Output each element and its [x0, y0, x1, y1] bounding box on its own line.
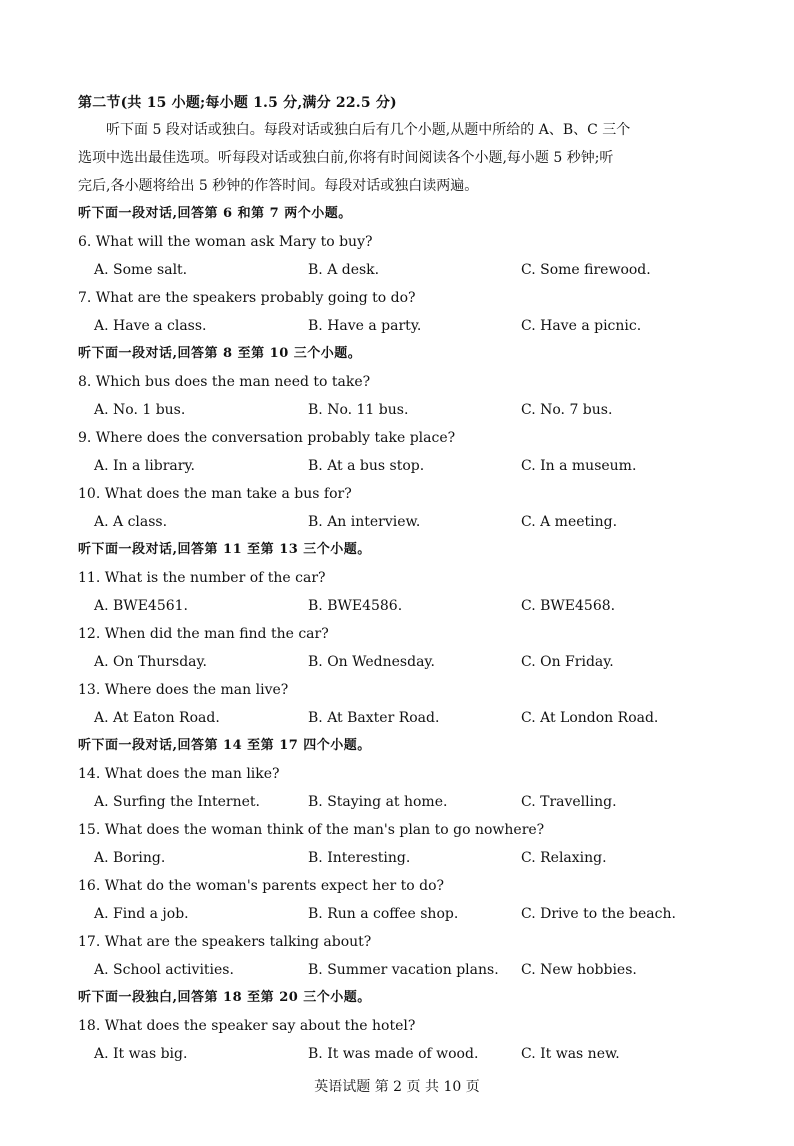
- question-list: [78, 200, 718, 1068]
- question-text: 9. Where does the conversation probably take place?: [78, 430, 456, 446]
- option-c: C. Have a picnic.: [521, 318, 642, 334]
- option-c: C. Travelling.: [521, 794, 617, 810]
- question-text: 6. What will the woman ask Mary to buy?: [78, 234, 373, 250]
- option-a: A. School activities.: [94, 962, 234, 978]
- instructions-line-1: 听下面 5 段对话或独白。每段对话或独白后有几个小题,从题中所给的 A、B、C 三个: [106, 122, 631, 138]
- option-b: B. Interesting.: [308, 850, 411, 866]
- option-a: A. Have a class.: [94, 318, 207, 334]
- option-c: C. New hobbies.: [521, 962, 637, 978]
- option-row: [78, 508, 718, 536]
- option-c: C. It was new.: [521, 1046, 620, 1062]
- option-c: C. In a museum.: [521, 458, 637, 474]
- instructions-line-2: 选项中选出最佳选项。听每段对话或独白前,你将有时间阅读各个小题,每小题 5 秒钟;听: [78, 150, 614, 166]
- group-header: 听下面一段独白,回答第 18 至第 20 三个小题。: [78, 990, 371, 1005]
- option-b: B. At a bus stop.: [308, 458, 425, 474]
- option-b: B. No. 11 bus.: [308, 402, 409, 418]
- option-c: C. At London Road.: [521, 710, 659, 726]
- question-text: 11. What is the number of the car?: [78, 570, 326, 586]
- instructions: [78, 116, 718, 200]
- option-b: B. A desk.: [308, 262, 380, 278]
- option-row: [78, 452, 718, 480]
- option-b: B. BWE4586.: [308, 598, 403, 614]
- option-b: B. Have a party.: [308, 318, 422, 334]
- question-text: 10. What does the man take a bus for?: [78, 486, 352, 502]
- group-header: 听下面一段对话,回答第 14 至第 17 四个小题。: [78, 738, 371, 753]
- option-row: [78, 592, 718, 620]
- option-b: B. Staying at home.: [308, 794, 448, 810]
- question-text: 13. Where does the man live?: [78, 682, 289, 698]
- question-text: 17. What are the speakers talking about?: [78, 934, 372, 950]
- option-row: [78, 788, 718, 816]
- option-c: C. No. 7 bus.: [521, 402, 613, 418]
- option-a: A. Find a job.: [94, 906, 189, 922]
- option-c: C. Drive to the beach.: [521, 906, 676, 922]
- option-c: C. BWE4568.: [521, 598, 616, 614]
- option-a: A. At Eaton Road.: [94, 710, 220, 726]
- option-row: [78, 648, 718, 676]
- option-row: [78, 396, 718, 424]
- option-a: A. Surfing the Internet.: [94, 794, 260, 810]
- option-a: A. Some salt.: [94, 262, 188, 278]
- option-a: A. No. 1 bus.: [94, 402, 186, 418]
- option-row: [78, 844, 718, 872]
- question-text: 16. What do the woman's parents expect her to do?: [78, 878, 445, 894]
- instructions-line-3: 完后,各小题将给出 5 秒钟的作答时间。每段对话或独白读两遍。: [78, 178, 479, 194]
- group-header: 听下面一段对话,回答第 11 至第 13 三个小题。: [78, 542, 371, 557]
- option-b: B. It was made of wood.: [308, 1046, 479, 1062]
- option-row: [78, 312, 718, 340]
- page-footer: 英语试题 第 2 页 共 10 页: [314, 1079, 480, 1095]
- option-b: B. An interview.: [308, 514, 421, 530]
- option-row: [78, 704, 718, 732]
- option-c: C. Relaxing.: [521, 850, 607, 866]
- option-row: [78, 900, 718, 928]
- option-c: C. On Friday.: [521, 654, 614, 670]
- option-row: [78, 256, 718, 284]
- question-text: 7. What are the speakers probably going to do?: [78, 290, 416, 306]
- option-b: B. Run a coffee shop.: [308, 906, 459, 922]
- option-b: B. On Wednesday.: [308, 654, 435, 670]
- option-a: A. On Thursday.: [94, 654, 208, 670]
- group-header: 听下面一段对话,回答第 8 至第 10 三个小题。: [78, 346, 362, 361]
- section-title: 第二节(共 15 小题;每小题 1.5 分,满分 22.5 分): [78, 95, 397, 111]
- question-text: 8. Which bus does the man need to take?: [78, 374, 371, 390]
- question-text: 15. What does the woman think of the man's plan to go nowhere?: [78, 822, 545, 838]
- option-a: A. In a library.: [94, 458, 195, 474]
- question-text: 14. What does the man like?: [78, 766, 280, 782]
- option-c: C. A meeting.: [521, 514, 618, 530]
- option-row: [78, 1040, 718, 1068]
- option-a: A. It was big.: [94, 1046, 188, 1062]
- option-a: A. Boring.: [94, 850, 166, 866]
- option-row: [78, 956, 718, 984]
- question-text: 18. What does the speaker say about the hotel?: [78, 1018, 416, 1034]
- option-b: B. At Baxter Road.: [308, 710, 440, 726]
- option-b: B. Summer vacation plans.: [308, 962, 499, 978]
- option-a: A. BWE4561.: [94, 598, 188, 614]
- option-c: C. Some firewood.: [521, 262, 651, 278]
- option-a: A. A class.: [94, 514, 168, 530]
- question-text: 12. When did the man find the car?: [78, 626, 329, 642]
- group-header: 听下面一段对话,回答第 6 和第 7 两个小题。: [78, 206, 352, 221]
